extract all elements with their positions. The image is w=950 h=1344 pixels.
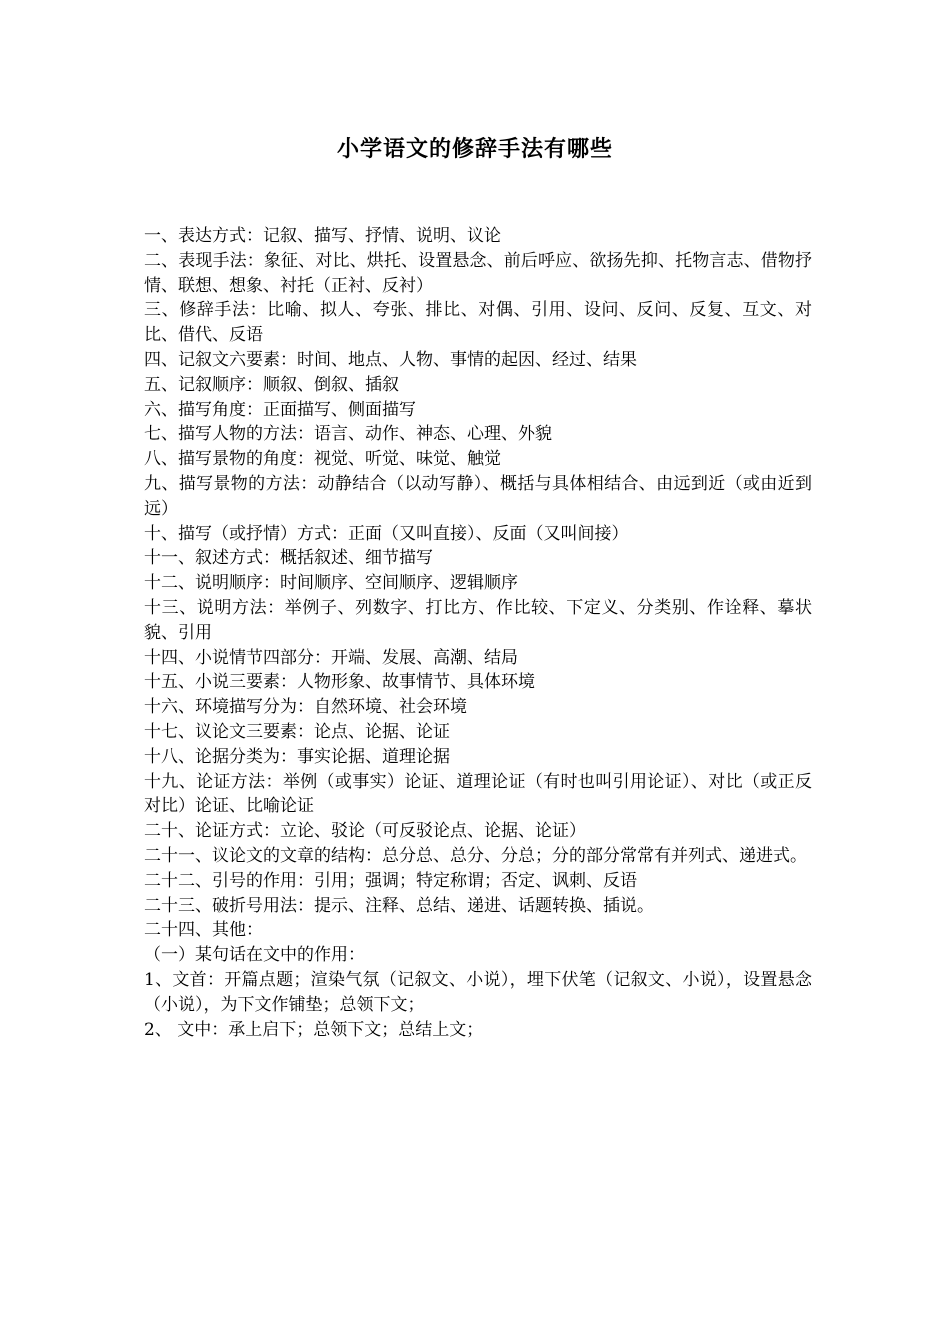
- paragraph: 十七、议论文三要素：论点、论据、论证: [144, 721, 450, 742]
- paragraph: 十六、环境描写分为：自然环境、社会环境: [144, 697, 467, 718]
- paragraph: 一、表达方式：记叙、描写、抒情、说明、议论: [144, 226, 501, 246]
- paragraph: 二十三、破折号用法：提示、注释、总结、递进、话题转换、插说。: [144, 895, 654, 916]
- paragraph: 十八、论据分类为：事实论据、道理论据: [144, 746, 450, 767]
- paragraph: 十三、说明方法：举例子、列数字、打比方、作比较、下定义、分类别、作诠释、摹状貌、引用: [144, 597, 812, 643]
- paragraph: 二十二、引号的作用：引用；强调；特定称谓；否定、讽刺、反语: [144, 870, 637, 891]
- document-body: [144, 224, 812, 1042]
- paragraph: 十九、论证方法：举例（或事实）论证、道理论证（有时也叫引用论证）、对比（或正反对比）论证、比喻论证: [144, 771, 812, 817]
- paragraph: 六、描写角度：正面描写、侧面描写: [144, 399, 416, 420]
- document-title: 小学语文的修辞手法有哪些: [336, 136, 613, 162]
- paragraph: 十、描写（或抒情）方式：正面（又叫直接）、反面（又叫间接）: [144, 523, 629, 544]
- paragraph: 1、文首：开篇点题；渲染气氛（记叙文、小说），埋下伏笔（记叙文、小说），设置悬念（小说），为下文作铺垫；总领下文；: [144, 969, 812, 1015]
- paragraph: （一）某句话在文中的作用：: [144, 945, 365, 966]
- paragraph: 十一、叙述方式：概括叙述、细节描写: [144, 548, 433, 569]
- paragraph: 2、 文中：承上启下；总领下文；总结上文；: [144, 1019, 484, 1040]
- paragraph: 二、表现手法：象征、对比、烘托、设置悬念、前后呼应、欲扬先抑、托物言志、借物抒情、联想、想象、衬托（正衬、反衬）: [144, 250, 812, 296]
- paragraph: 八、描写景物的角度：视觉、听觉、味觉、触觉: [144, 449, 501, 470]
- paragraph: 四、记叙文六要素：时间、地点、人物、事情的起因、经过、结果: [144, 349, 637, 370]
- paragraph: 十二、说明顺序：时间顺序、空间顺序、逻辑顺序: [144, 573, 518, 594]
- paragraph: 二十一、议论文的文章的结构：总分总、总分、分总；分的部分常常有并列式、递进式。: [144, 845, 807, 866]
- paragraph: 十四、小说情节四部分：开端、发展、高潮、结局: [144, 647, 518, 668]
- paragraph: 九、描写景物的方法：动静结合（以动写静）、概括与具体相结合、由远到近（或由近到远）: [144, 473, 812, 519]
- paragraph: 二十四、其他：: [144, 920, 263, 941]
- paragraph: 十五、小说三要素：人物形象、故事情节、具体环境: [144, 672, 535, 693]
- paragraph: 五、记叙顺序：顺叙、倒叙、插叙: [144, 374, 399, 395]
- paragraph: 二十、论证方式：立论、驳论（可反驳论点、论据、论证）: [144, 821, 586, 842]
- paragraph: 七、描写人物的方法：语言、动作、神态、心理、外貌: [144, 424, 552, 445]
- paragraph: 三、修辞手法：比喻、拟人、夸张、排比、对偶、引用、设问、反问、反复、互文、对比、借代、反语: [144, 300, 812, 346]
